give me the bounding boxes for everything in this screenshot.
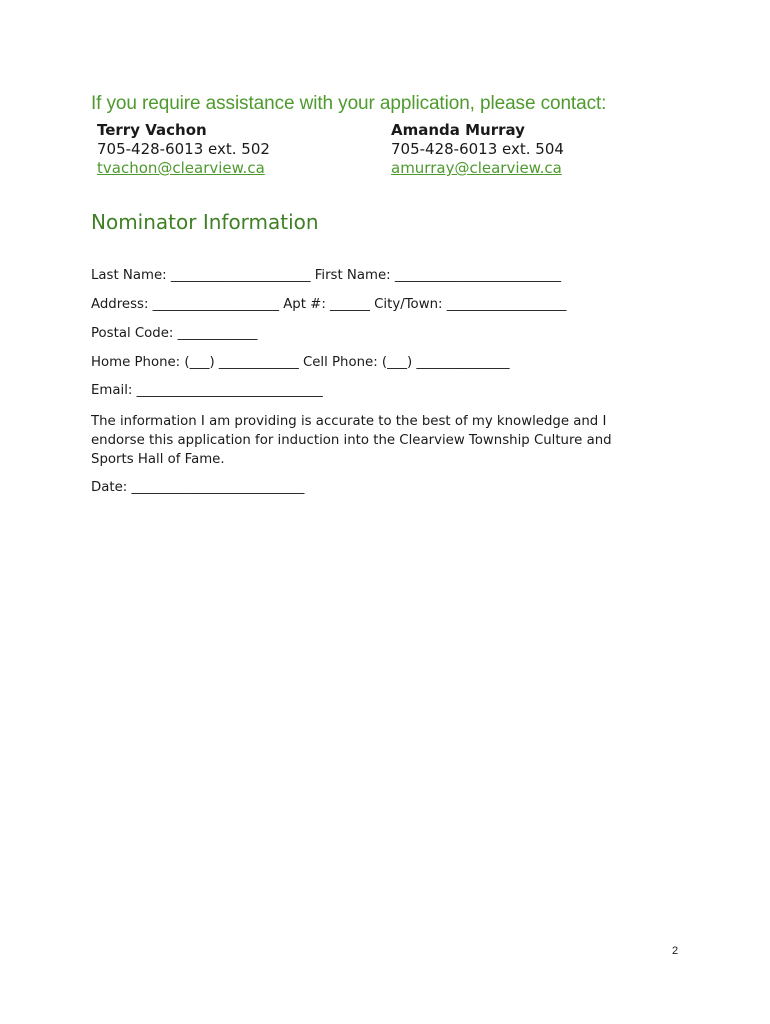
- contact-phone: 705-428-6013 ext. 502: [97, 140, 270, 158]
- contact-email-link[interactable]: amurray@clearview.ca: [391, 159, 562, 177]
- address-fields-line: Address: ___________________ Apt #: ______ City/Town: __________________: [91, 297, 567, 312]
- phone-fields-line: Home Phone: (___) ____________ Cell Phone: (___) ______________: [91, 355, 510, 370]
- contact-card-terry: [97, 121, 270, 178]
- assistance-heading: If you require assistance with your application, please contact:: [91, 93, 607, 114]
- name-fields-line: Last Name: _____________________ First Name: _________________________: [91, 268, 562, 283]
- declaration-paragraph: The information I am providing is accurate to the best of my knowledge and I endorse this application for induction into the Clearview Township Culture and Sports Hall of Fame.: [91, 414, 612, 467]
- email-field-line: Email: ____________________________: [91, 383, 323, 398]
- contact-name: Amanda Murray: [391, 121, 525, 139]
- contact-email-link[interactable]: tvachon@clearview.ca: [97, 159, 265, 177]
- section-title: Nominator Information: [91, 210, 319, 234]
- contact-phone: 705-428-6013 ext. 504: [391, 140, 564, 158]
- contact-name: Terry Vachon: [97, 121, 207, 139]
- postal-code-field-line: Postal Code: ____________: [91, 326, 258, 341]
- date-field-line: Date: __________________________: [91, 480, 305, 495]
- contact-card-amanda: [391, 121, 564, 178]
- page-number: 2: [672, 945, 679, 957]
